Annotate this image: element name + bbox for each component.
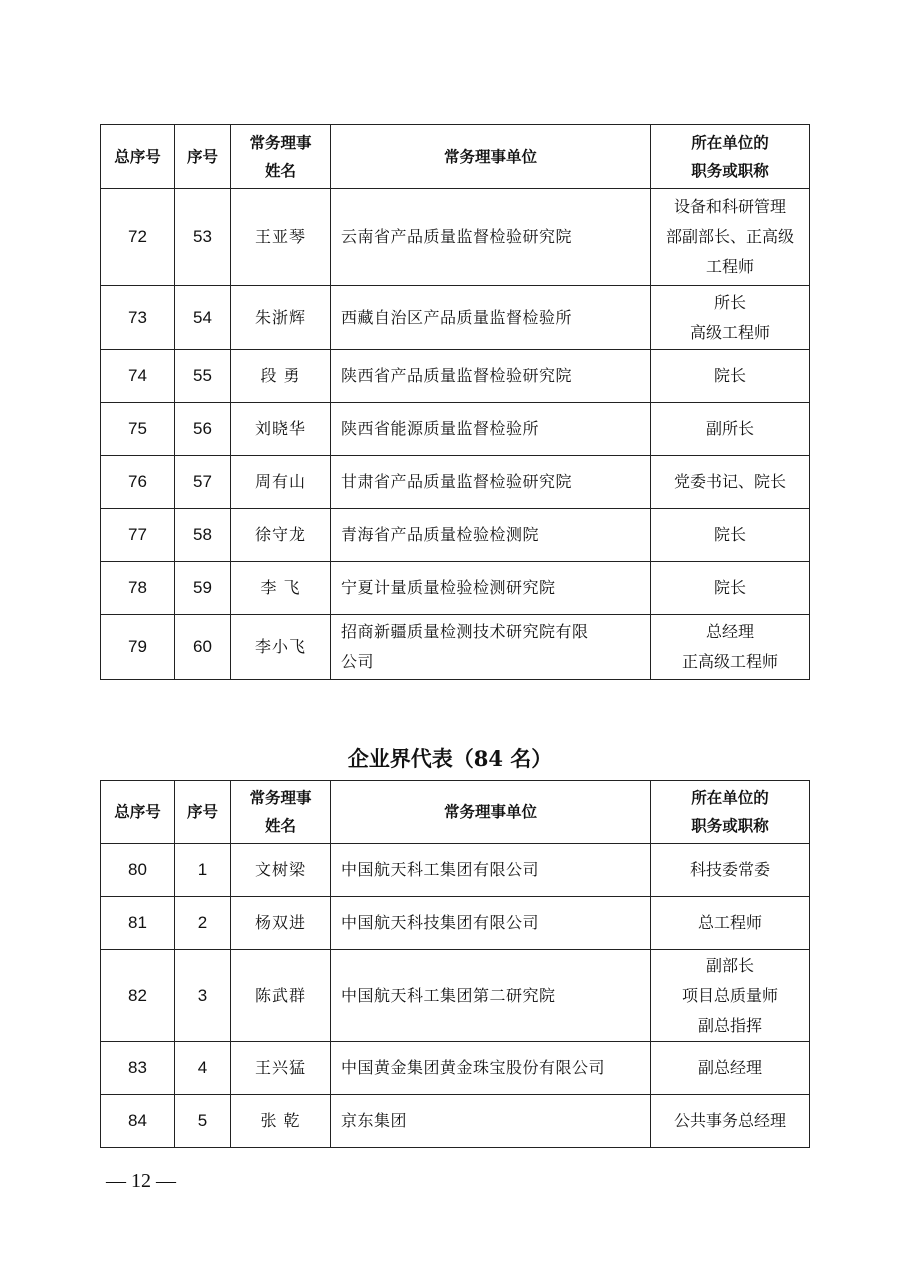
section-title: 企业界代表（84 名） bbox=[347, 746, 553, 771]
table-row bbox=[101, 456, 810, 509]
header-total-number: 总序号 bbox=[101, 125, 175, 189]
sequence-cell: 5 bbox=[175, 1095, 231, 1148]
page-number: — 12 — bbox=[106, 1170, 176, 1192]
sequence-cell: 4 bbox=[175, 1042, 231, 1095]
header-member-name: 常务理事 姓名 bbox=[231, 781, 331, 844]
sequence-cell: 60 bbox=[175, 615, 231, 680]
sequence-cell: 53 bbox=[175, 189, 231, 286]
sequence-cell: 59 bbox=[175, 562, 231, 615]
sequence-cell: 1 bbox=[175, 844, 231, 897]
member-unit-cell: 西藏自治区产品质量监督检验所 bbox=[331, 286, 651, 350]
member-unit-cell: 京东集团 bbox=[331, 1095, 651, 1148]
member-name-cell: 李小飞 bbox=[231, 615, 331, 680]
position-cell: 总工程师 bbox=[651, 897, 810, 950]
sequence-cell: 58 bbox=[175, 509, 231, 562]
member-unit-cell: 甘肃省产品质量监督检验研究院 bbox=[331, 456, 651, 509]
table-header-row bbox=[101, 125, 810, 189]
council-table-2 bbox=[100, 780, 810, 1148]
total-number-cell: 84 bbox=[101, 1095, 175, 1148]
header-member-unit: 常务理事单位 bbox=[331, 781, 651, 844]
table-row bbox=[101, 950, 810, 1042]
position-cell: 副总经理 bbox=[651, 1042, 810, 1095]
header-member-name: 常务理事 姓名 bbox=[231, 125, 331, 189]
table-row bbox=[101, 844, 810, 897]
header-member-unit: 常务理事单位 bbox=[331, 125, 651, 189]
header-position: 所在单位的 职务或职称 bbox=[651, 781, 810, 844]
member-unit-cell: 陕西省能源质量监督检验所 bbox=[331, 403, 651, 456]
member-unit-cell: 中国航天科工集团第二研究院 bbox=[331, 950, 651, 1042]
header-position: 所在单位的 职务或职称 bbox=[651, 125, 810, 189]
total-number-cell: 75 bbox=[101, 403, 175, 456]
member-name-cell: 陈武群 bbox=[231, 950, 331, 1042]
table-row bbox=[101, 562, 810, 615]
table-1-body bbox=[101, 189, 810, 680]
header-total-number: 总序号 bbox=[101, 781, 175, 844]
member-name-cell: 周有山 bbox=[231, 456, 331, 509]
table-row bbox=[101, 615, 810, 680]
total-number-cell: 72 bbox=[101, 189, 175, 286]
table-row bbox=[101, 897, 810, 950]
table-row bbox=[101, 509, 810, 562]
member-unit-cell: 招商新疆质量检测技术研究院有限 公司 bbox=[331, 615, 651, 680]
header-sequence: 序号 bbox=[175, 125, 231, 189]
sequence-cell: 3 bbox=[175, 950, 231, 1042]
member-name-cell: 杨双进 bbox=[231, 897, 331, 950]
total-number-cell: 82 bbox=[101, 950, 175, 1042]
table-header-row bbox=[101, 781, 810, 844]
member-name-cell: 张 乾 bbox=[231, 1095, 331, 1148]
position-cell: 科技委常委 bbox=[651, 844, 810, 897]
member-name-cell: 徐守龙 bbox=[231, 509, 331, 562]
member-unit-cell: 青海省产品质量检验检测院 bbox=[331, 509, 651, 562]
position-cell: 院长 bbox=[651, 562, 810, 615]
table-2-body bbox=[101, 844, 810, 1148]
total-number-cell: 73 bbox=[101, 286, 175, 350]
member-name-cell: 段 勇 bbox=[231, 350, 331, 403]
total-number-cell: 74 bbox=[101, 350, 175, 403]
member-unit-cell: 中国航天科工集团有限公司 bbox=[331, 844, 651, 897]
position-cell: 所长 高级工程师 bbox=[651, 286, 810, 350]
position-cell: 设备和科研管理 部副部长、正高级 工程师 bbox=[651, 189, 810, 286]
position-cell: 党委书记、院长 bbox=[651, 456, 810, 509]
header-sequence: 序号 bbox=[175, 781, 231, 844]
position-cell: 副所长 bbox=[651, 403, 810, 456]
table-row bbox=[101, 350, 810, 403]
total-number-cell: 77 bbox=[101, 509, 175, 562]
total-number-cell: 76 bbox=[101, 456, 175, 509]
position-cell: 公共事务总经理 bbox=[651, 1095, 810, 1148]
member-name-cell: 刘晓华 bbox=[231, 403, 331, 456]
sequence-cell: 57 bbox=[175, 456, 231, 509]
table-row bbox=[101, 189, 810, 286]
table-row bbox=[101, 286, 810, 350]
sequence-cell: 56 bbox=[175, 403, 231, 456]
sequence-cell: 54 bbox=[175, 286, 231, 350]
table-row bbox=[101, 1042, 810, 1095]
member-name-cell: 王亚琴 bbox=[231, 189, 331, 286]
total-number-cell: 83 bbox=[101, 1042, 175, 1095]
member-name-cell: 文树梁 bbox=[231, 844, 331, 897]
member-name-cell: 朱浙辉 bbox=[231, 286, 331, 350]
member-name-cell: 王兴猛 bbox=[231, 1042, 331, 1095]
member-unit-cell: 云南省产品质量监督检验研究院 bbox=[331, 189, 651, 286]
member-unit-cell: 中国航天科技集团有限公司 bbox=[331, 897, 651, 950]
member-name-cell: 李 飞 bbox=[231, 562, 331, 615]
member-unit-cell: 宁夏计量质量检验检测研究院 bbox=[331, 562, 651, 615]
position-cell: 院长 bbox=[651, 350, 810, 403]
position-cell: 院长 bbox=[651, 509, 810, 562]
member-unit-cell: 陕西省产品质量监督检验研究院 bbox=[331, 350, 651, 403]
total-number-cell: 78 bbox=[101, 562, 175, 615]
sequence-cell: 55 bbox=[175, 350, 231, 403]
council-table-1 bbox=[100, 124, 810, 680]
position-cell: 总经理 正高级工程师 bbox=[651, 615, 810, 680]
sequence-cell: 2 bbox=[175, 897, 231, 950]
position-cell: 副部长 项目总质量师 副总指挥 bbox=[651, 950, 810, 1042]
table-row bbox=[101, 403, 810, 456]
total-number-cell: 79 bbox=[101, 615, 175, 680]
table-row bbox=[101, 1095, 810, 1148]
total-number-cell: 80 bbox=[101, 844, 175, 897]
member-unit-cell: 中国黄金集团黄金珠宝股份有限公司 bbox=[331, 1042, 651, 1095]
total-number-cell: 81 bbox=[101, 897, 175, 950]
